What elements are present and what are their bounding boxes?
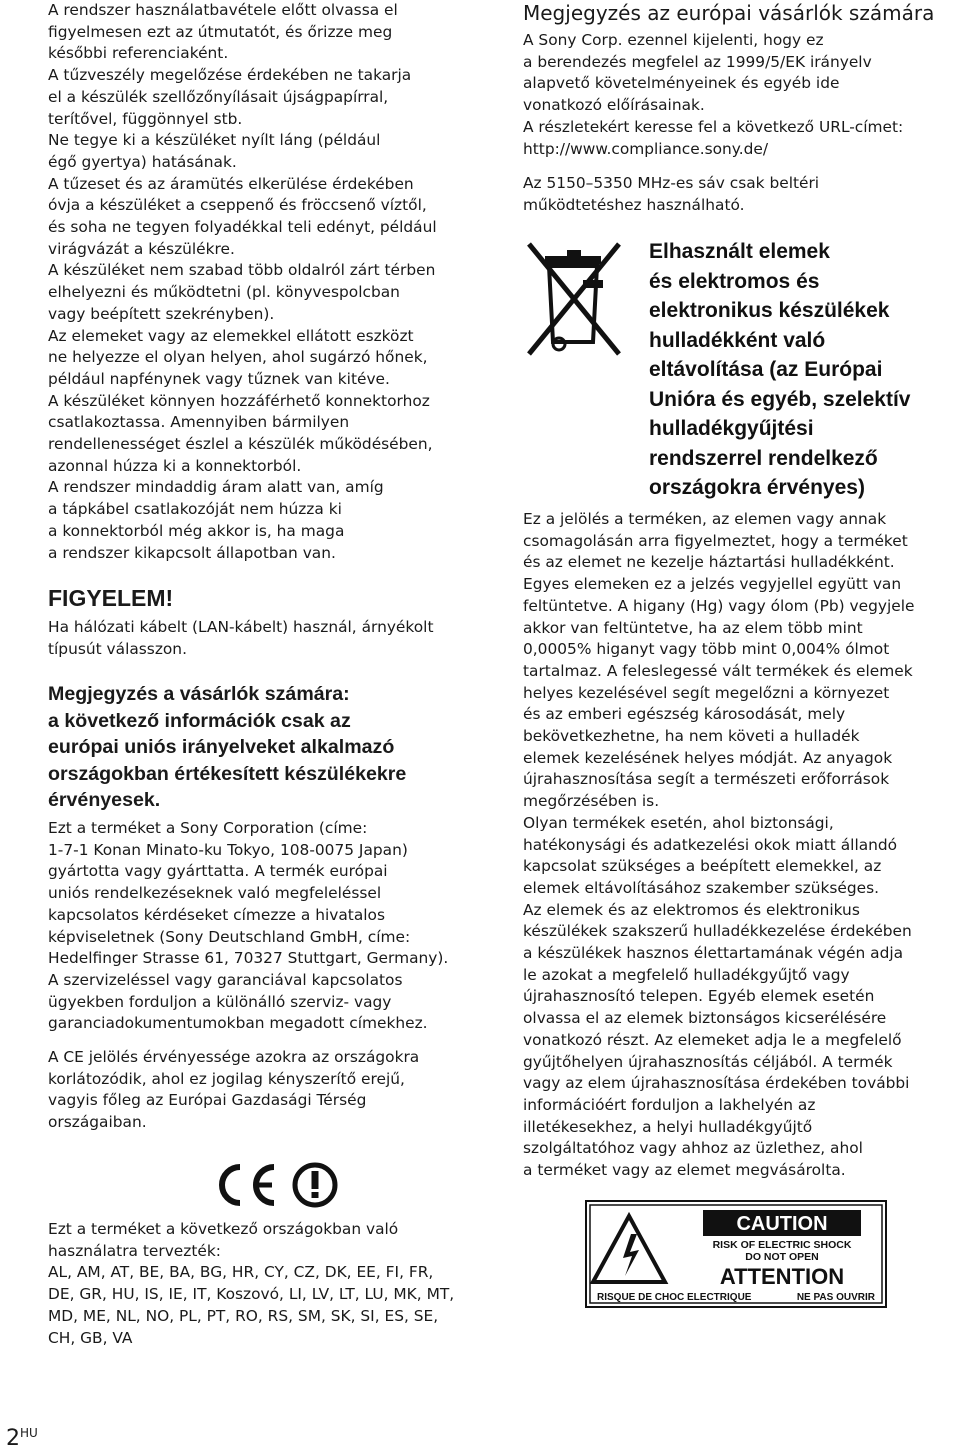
caution-label: [585, 1200, 887, 1308]
safety-warnings: A rendszer használatbavétele előtt olvassa el figyelmesen ezt az útmutatót, és őrizze meg későbbi referenciaként. A tűzveszély megelőzése érdekében ne takarja el a készülék szellőzőnyílásait újságpapírral, terítővel, függönnyel stb. Ne tegye ki a készüléket nyílt láng (például égő gyertya) hatásának. A tűzeset és az áramütés elkerülése érdekében óvja a készüléket a cseppenő és fröccsenő víztől, és soha ne tegyen folyadékkal teli edényt, például virágvázát a készülékre. A készüléket nem szabad több oldalról zárt térben elhelyezni és működtetni (pl. könyvespolcban vagy beépített szekrényben). Az elemeket vagy az elemekkel ellátott eszközt ne helyezze el olyan helyen, ahol sugárzó hőnek, például napfénynek vagy tűznek van kitéve. A készüléket könnyen hozzáférhető konnektorhoz csatlakoztassa. Amennyiben bármilyen rendellenességet észlel a készülék működésében, azonnal húzza ki a konnektorból. A rendszer mindaddig áram alatt van, amíg a tápkábel csatlakozóját nem húzza ki a konnektorból még akkor is, ha maga a rendszer kikapcsolt állapotban van.: [48, 1, 437, 562]
ne-pas-ouvrir-text: NE PAS OUVRIR: [796, 1292, 875, 1303]
do-not-open-text: DO NOT OPEN: [745, 1251, 819, 1263]
risque-text: RISQUE DE CHOC ELECTRIQUE: [597, 1292, 752, 1303]
country-list: Ezt a terméket a következő országokban való használatra tervezték: AL, AM, AT, BE, BA, BG, HR, CY, CZ, DK, EE, FI, FR, DE, GR, HU, IS, IE, IT, Koszovó, LI, LV, LT, LU, MK, MT, MD, ME, NL, NO, PL, PT, RO, RS, SM, SK, SI, ES, SE, CH, GB, VA: [48, 1220, 455, 1347]
compliance-note: A Sony Corp. ezennel kijelenti, hogy ez a berendezés megfelel az 1999/5/EK irányelv alapvető követelményeinek és egyéb ide vonatkozó előírásainak. A részletekért keresse fel a következő URL-címet: http://www.compliance.sony.de/: [523, 31, 904, 158]
page-language: HU: [20, 1426, 38, 1440]
ce-validity-note: A CE jelölés érvényessége azokra az országokra korlátozódik, ahol ez jogilag kényszerítő erejű, vagyis főleg az Európai Gazdasági Térség országaiban.: [48, 1048, 420, 1132]
eu-customers-heading: Megjegyzés a vásárlók számára: a következő információk csak az európai uniós irányelveket alkalmazó országokban értékesített készülékekre érvényesek.: [48, 683, 407, 811]
weee-heading: Elhasznált elemek és elektromos és elektronikus készülékek hulladékként való eltávolítása (az Európai Unióra és egyéb, szelektív hulladékgyűjtési rendszerrel rendelkező országokra érvényes): [649, 240, 911, 499]
weee-disposal-text: Ez a jelölés a terméken, az elemen vagy annak csomagolásán arra figyelmeztet, hogy a terméket és az elemet ne kezelje háztartási hulladékként. Egyes elemeken ez a jelzés vegyjellel együtt van feltüntetve. A higany (Hg) vagy ólom (Pb) vegyjele akkor van feltüntetve, ha az elem több mint 0,0005% higanyt vagy több mint 0,004% ólmot tartalmaz. A feleslegessé vált termékek és elemek helyes kezelésével segít megelőzni a környezet és az emberi egészség károsodását, mely bekövetkezhetne, ha nem követi a hulladék elemek kezelésének helyes módját. Az anyagok újrahasznosítása segít a természeti erőforrások megőrzésében is. Olyan termékek esetén, ahol biztonsági, hatékonysági és adatkezelési okok miatt állandó kapcsolat szükséges a beépített elemekkel, az elemek eltávolításához szakember szükséges. Az elemek és az elektromos és elektronikus készülékek szakszerű hulladékkezelése érdekében a készülékek hasznos élettartamának végén adja le azokat a megfelelő hulladékgyűjtő vagy újrahasznosító telepen. Egyéb elemek esetén olvassa el az elemek biztonságos kicserélésére vonatkozó részt. Az elemeket adja le a megfelelő gyűjtőhelyen újrahasznosítás céljából. A termék vagy az elem újrahasznosítása érdekében további információért forduljon a lakhelyén az illetékesekhez, a helyi hulladékgyűjtő szolgáltatóhoz vagy ahhoz az üzlethez, ahol a terméket vagy az elemet megvásárolta.: [523, 510, 915, 1180]
eu-note-title: Megjegyzés az európai vásárlók számára: [523, 1, 935, 25]
page-number: [6, 1420, 38, 1452]
frequency-band-note: Az 5150–5350 MHz-es sáv csak beltéri működtetéshez használható.: [523, 174, 820, 214]
manufacturer-info: Ezt a terméket a Sony Corporation (címe: 1-7-1 Konan Minato-ku Tokyo, 108-0075 Japan) gyártotta vagy gyárttatta. A termék európai uniós rendelkezéseknek való megfeleléssel kapcsolatos kérdéseket címezze a hivatalos képviseletnek (Sony Deutschland GmbH, címe: Hedelfinger Strasse 61, 70327 Stuttgart, Germany). A szervizeléssel vagy garanciával kapcsolatos ügyekben forduljon a különálló szerviz- vagy garanciadokumentumokban megadott címekhez.: [48, 819, 449, 1033]
attention-text: ATTENTION: [719, 1264, 845, 1289]
ce-mark-icon: [222, 1167, 274, 1203]
warning-title: FIGYELEM!: [48, 585, 174, 611]
caution-text: CAUTION: [736, 1213, 828, 1235]
page-number-value: 2: [6, 1426, 20, 1451]
shock-text: RISK OF ELECTRIC SHOCK: [712, 1239, 852, 1251]
conformity-marks: [208, 1160, 398, 1210]
crossed-bin-icon: [523, 236, 627, 364]
alert-class-icon: [295, 1165, 335, 1205]
lan-cable-note: Ha hálózati kábelt (LAN-kábelt) használ, árnyékolt típusút válasszon.: [48, 618, 434, 658]
